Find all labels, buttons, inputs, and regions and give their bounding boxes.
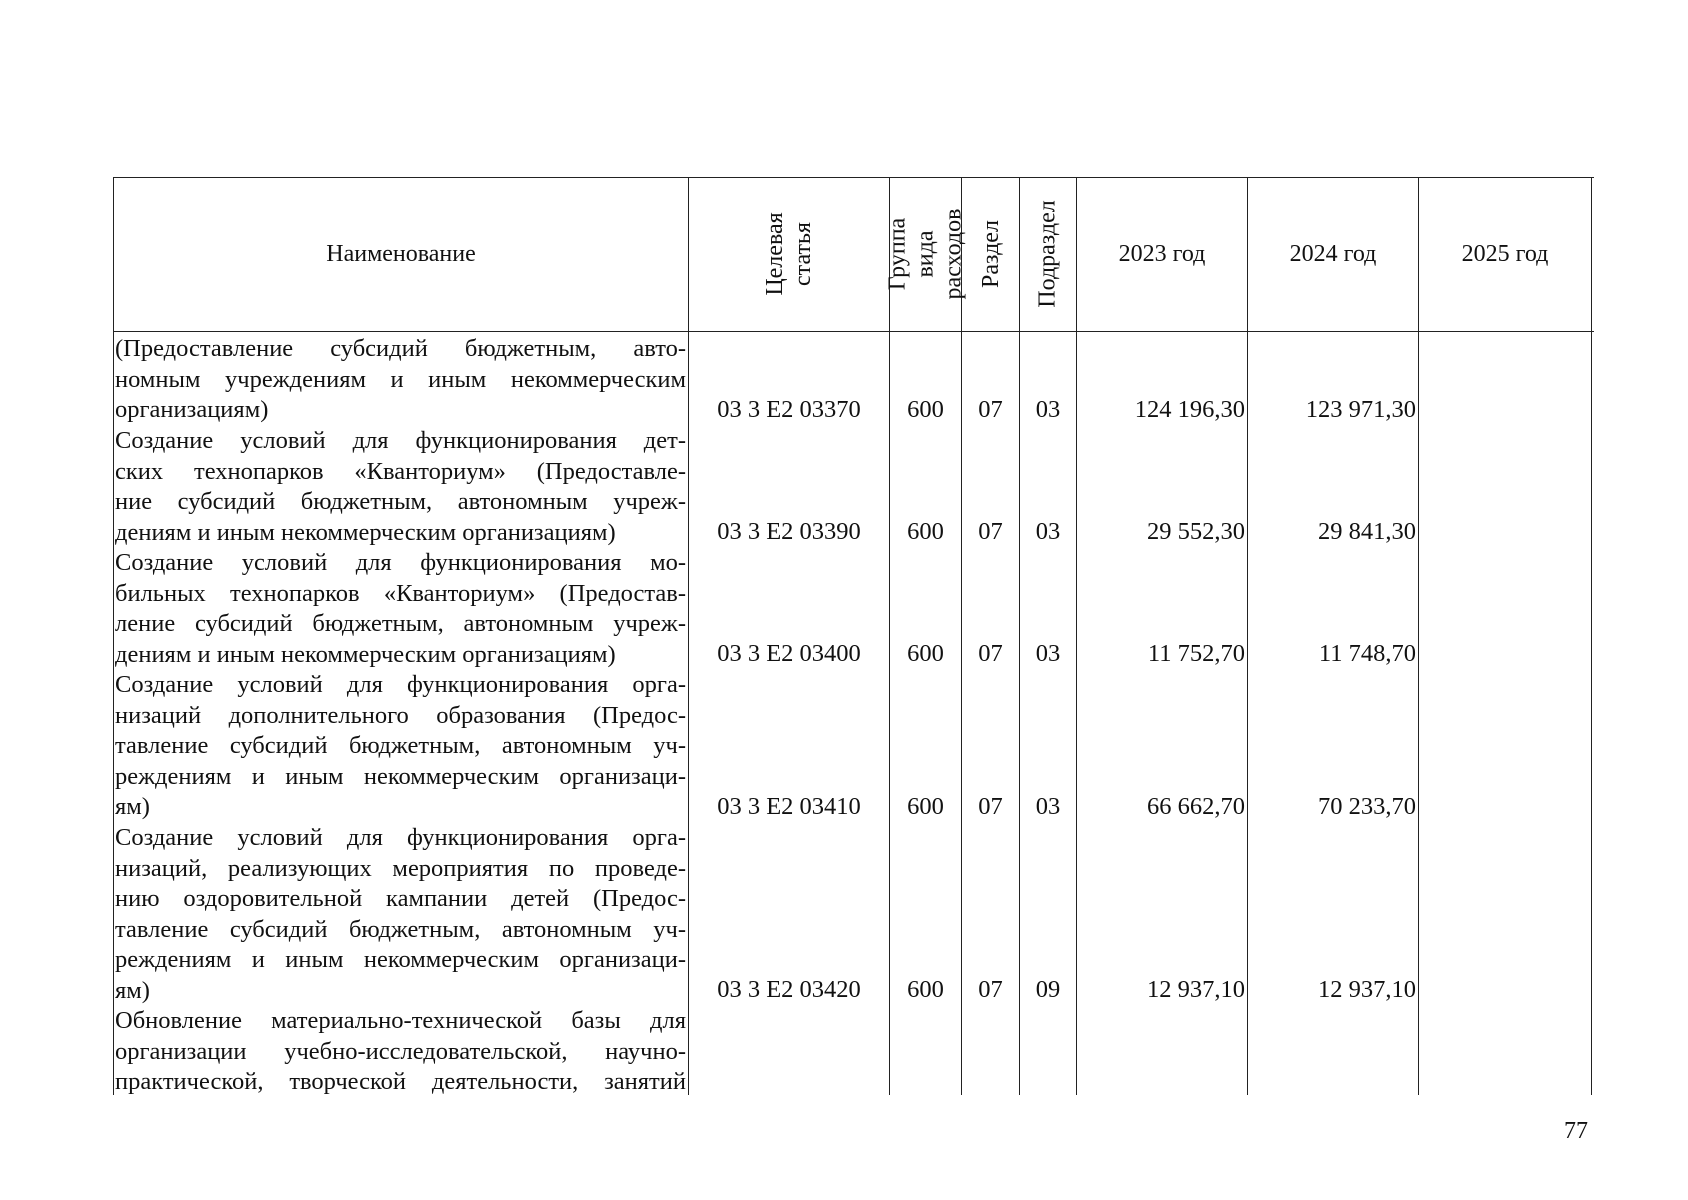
header-target-article-text: Целевая статья [762, 212, 816, 296]
row-4-group: 600 [907, 793, 944, 820]
row-5-section: 07 [978, 976, 1003, 1003]
row-1-subsection: 03 [1035, 396, 1061, 423]
row-2-subsection: 03 [1035, 518, 1061, 545]
row-2-code: 03 3 E2 03390 [717, 518, 861, 545]
row-4-line: Создание условий для функционирования орга- [115, 671, 686, 698]
row-6-line: организации учебно-исследовательской, научно- [115, 1037, 686, 1065]
row-4-line: тавление субсидий бюджетным, автономным уч- [115, 732, 686, 759]
row-5-name [115, 823, 686, 1006]
row-5-line: низаций, реализующих мероприятия по проведе- [115, 854, 686, 882]
row-3-group: 600 [907, 640, 944, 667]
row-2-line: дениям и иным некоммерческим организациям) [115, 518, 616, 546]
header-expense-group-text: Группа вида расходов [884, 208, 967, 300]
row-6-line: Обновление материально-технической базы для [115, 1007, 686, 1034]
row-2-name [115, 426, 686, 548]
row-3-code: 03 3 E2 03400 [717, 640, 861, 667]
row-5-group: 600 [907, 976, 944, 1003]
row-1-name [115, 334, 686, 426]
row-2-line: ние субсидий бюджетным, автономным учреж- [115, 488, 686, 515]
row-4-line: ям) [115, 793, 150, 820]
row-1-group: 600 [907, 396, 944, 423]
row-3-subsection: 03 [1035, 640, 1061, 667]
row-2-line: ских технопарков «Кванториум» (Предоставле- [115, 457, 686, 485]
header-2024-text: 2024 год [1289, 240, 1377, 267]
row-5-2024: 12 937,10 [1318, 976, 1416, 1003]
row-1-code: 03 3 E2 03370 [717, 396, 861, 423]
row-3-line: дениям и иным некоммерческим организациям) [115, 640, 616, 668]
header-2023 [1077, 177, 1247, 331]
row-4-line: низаций дополнительного образования (Предос- [115, 701, 686, 729]
header-name-text: Наименование [326, 240, 476, 267]
header-2023-text: 2023 год [1118, 240, 1206, 267]
row-4-2023: 66 662,70 [1147, 793, 1245, 820]
row-1-2023: 124 196,30 [1134, 396, 1245, 423]
row-5-line: ям) [115, 976, 150, 1004]
row-3-name [115, 548, 686, 670]
row-5-line: тавление субсидий бюджетным, автономным уч- [115, 915, 686, 943]
row-3-line: ление субсидий бюджетным, автономным учреж- [115, 610, 686, 637]
row-3-2024: 11 748,70 [1318, 640, 1416, 667]
header-section-text: Раздел [977, 220, 1004, 288]
row-5-line: нию оздоровительной кампании детей (Предос- [115, 885, 686, 912]
row-2-2024: 29 841,30 [1318, 518, 1416, 545]
row-6-line: практической, творческой деятельности, занятий [115, 1068, 686, 1095]
row-4-code: 03 3 E2 03410 [717, 793, 861, 820]
header-subsection [1020, 177, 1076, 331]
row-1-section: 07 [978, 396, 1003, 423]
page-number: 77 [1564, 1118, 1588, 1144]
row-3-section: 07 [978, 640, 1003, 667]
row-4-2024: 70 233,70 [1318, 793, 1416, 820]
header-subsection-text: Подраздел [1035, 200, 1062, 308]
row-2-2023: 29 552,30 [1147, 518, 1245, 545]
row-2-line: Создание условий для функционирования дет- [115, 427, 686, 454]
row-1-line: (Предоставление субсидий бюджетным, авто- [115, 335, 686, 362]
row-3-line: Создание условий для функционирования мо- [115, 549, 686, 576]
row-4-line: реждениям и иным некоммерческим организаци- [115, 762, 686, 790]
header-section [962, 177, 1019, 331]
row-5-2023: 12 937,10 [1147, 976, 1245, 1003]
row-6-name [115, 1006, 686, 1098]
row-4-subsection: 03 [1035, 793, 1061, 820]
row-5-line: Создание условий для функционирования орга- [115, 824, 686, 851]
row-2-section: 07 [978, 518, 1003, 545]
header-name [114, 177, 688, 331]
table-border-right [1591, 177, 1592, 1095]
header-2025 [1419, 177, 1591, 331]
row-3-2023: 11 752,70 [1147, 640, 1245, 667]
header-divider [113, 331, 1594, 332]
budget-table [113, 177, 1594, 1095]
row-5-subsection: 09 [1035, 976, 1061, 1003]
row-4-section: 07 [978, 793, 1003, 820]
row-3-line: бильных технопарков «Кванториум» (Предостав- [115, 579, 686, 607]
header-2025-text: 2025 год [1461, 240, 1549, 267]
row-1-line: организациям) [115, 396, 269, 423]
row-5-code: 03 3 E2 03420 [717, 976, 861, 1003]
header-target-article [689, 177, 889, 331]
header-expense-group [884, 177, 967, 331]
row-2-group: 600 [907, 518, 944, 545]
row-4-name [115, 670, 686, 823]
row-1-line: номным учреждениям и иным некоммерческим [115, 365, 686, 393]
header-2024 [1248, 177, 1418, 331]
row-5-line: реждениям и иным некоммерческим организаци- [115, 946, 686, 973]
row-1-2024: 123 971,30 [1305, 396, 1416, 423]
